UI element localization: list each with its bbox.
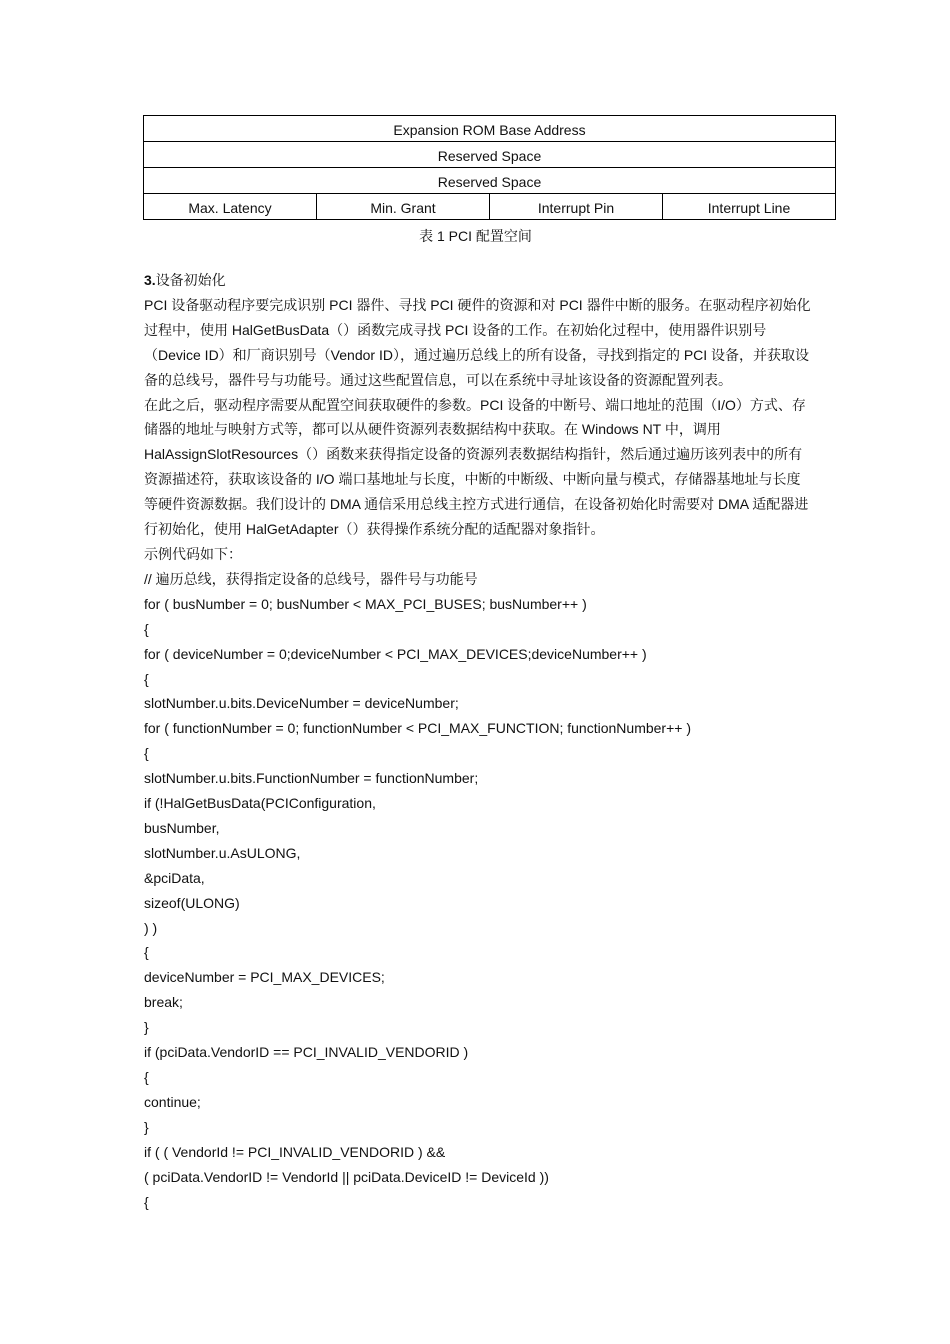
code-line: continue;: [144, 1093, 201, 1110]
code-line: break;: [144, 994, 183, 1011]
table-cell: Min. Grant: [317, 194, 490, 220]
code-line: for ( functionNumber = 0; functionNumber < PCI_MAX_FUNCTION; functionNumber++ ): [144, 720, 691, 737]
code-line: for ( deviceNumber = 0;deviceNumber < PCI_MAX_DEVICES;deviceNumber++ ): [144, 645, 647, 662]
table-cell: Max. Latency: [144, 194, 317, 220]
code-line: ) ): [144, 919, 158, 936]
code-line: if ( ( VendorId != PCI_INVALID_VENDORID ) &&: [144, 1143, 446, 1160]
document-body: [144, 268, 812, 1214]
code-line: {: [144, 1069, 149, 1085]
code-line: {: [144, 620, 149, 637]
section-title: 设备初始化: [155, 272, 226, 288]
code-block: [144, 567, 812, 1215]
code-line: {: [144, 1193, 149, 1210]
code-line: for ( busNumber = 0; busNumber < MAX_PCI_BUSES; busNumber++ ): [144, 595, 587, 612]
table-row: [144, 142, 836, 168]
code-line: }: [144, 1019, 149, 1036]
code-line: }: [144, 1118, 149, 1135]
table-cell: Reserved Space: [144, 142, 836, 168]
paragraph: PCI 设备驱动程序要完成识别 PCI 器件、寻找 PCI 硬件的资源和对 PCI 器件中断的服务。在驱动程序初始化过程中，使用 HalGetBusData（）函数完成寻找 PCI 设备的工作。在初始化过程中，使用器件识别号（Device ID）和厂商识别号（Vendor ID），通过遍历总线上的所有设备，寻找到指定的 PCI 设备，并获取设备的总线号，器件号与功能号。通过这些配置信息，可以在系统中寻址该设备的资源配置列表。: [144, 296, 811, 388]
code-line: deviceNumber = PCI_MAX_DEVICES;: [144, 969, 385, 986]
table-cell: Interrupt Line: [663, 194, 836, 220]
table-caption: 表 1 PCI 配置空间: [419, 228, 532, 244]
code-line: // 遍历总线，获得指定设备的总线号，器件号与功能号: [144, 570, 478, 587]
table-row: [144, 194, 836, 220]
section-heading: [144, 268, 812, 293]
code-line: {: [144, 670, 149, 687]
code-line: if (!HalGetBusData(PCIConfiguration,: [144, 795, 376, 812]
table-cell: Expansion ROM Base Address: [144, 116, 836, 142]
pci-config-table: [143, 115, 836, 220]
code-line: slotNumber.u.bits.FunctionNumber = functionNumber;: [144, 770, 479, 787]
code-line: if (pciData.VendorID == PCI_INVALID_VENDORID ): [144, 1044, 469, 1061]
code-line: ( pciData.VendorID != VendorId || pciData.DeviceID != DeviceId )): [144, 1168, 549, 1185]
table-cell: Interrupt Pin: [490, 194, 663, 220]
code-intro: 示例代码如下：: [144, 545, 242, 562]
code-line: {: [144, 944, 149, 961]
table-row: [144, 116, 836, 142]
section-number: 3.: [144, 272, 156, 288]
table-row: [144, 168, 836, 194]
code-line: slotNumber.u.bits.DeviceNumber = deviceNumber;: [144, 695, 459, 712]
code-line: {: [144, 745, 149, 762]
code-line: busNumber,: [144, 819, 220, 836]
table-cell: Reserved Space: [144, 168, 836, 194]
code-line: slotNumber.u.AsULONG,: [144, 844, 301, 861]
code-line: &pciData,: [144, 869, 205, 886]
paragraph: 在此之后，驱动程序需要从配置空间获取硬件的参数。PCI 设备的中断号、端口地址的范围（I/O）方式、存储器的地址与映射方式等，都可以从硬件资源列表数据结构中获取。在 Windows NT 中，调用 HalAssignSlotResources（）函数来获得指定设备的资源列表数据结构指针，然后通过遍历该列表中的所有资源描述符，获取该设备的 I/O 端口基地址与长度，中断的中断级、中断向量与模式，存储器基地址与长度等硬件资源数据。我们设计的 DMA 通信采用总线主控方式进行通信，在设备初始化时需要对 DMA 适配器进行初始化，使用 HalGetAdapter（）获得操作系统分配的适配器对象指针。: [144, 396, 809, 538]
code-line: sizeof(ULONG): [144, 894, 240, 911]
